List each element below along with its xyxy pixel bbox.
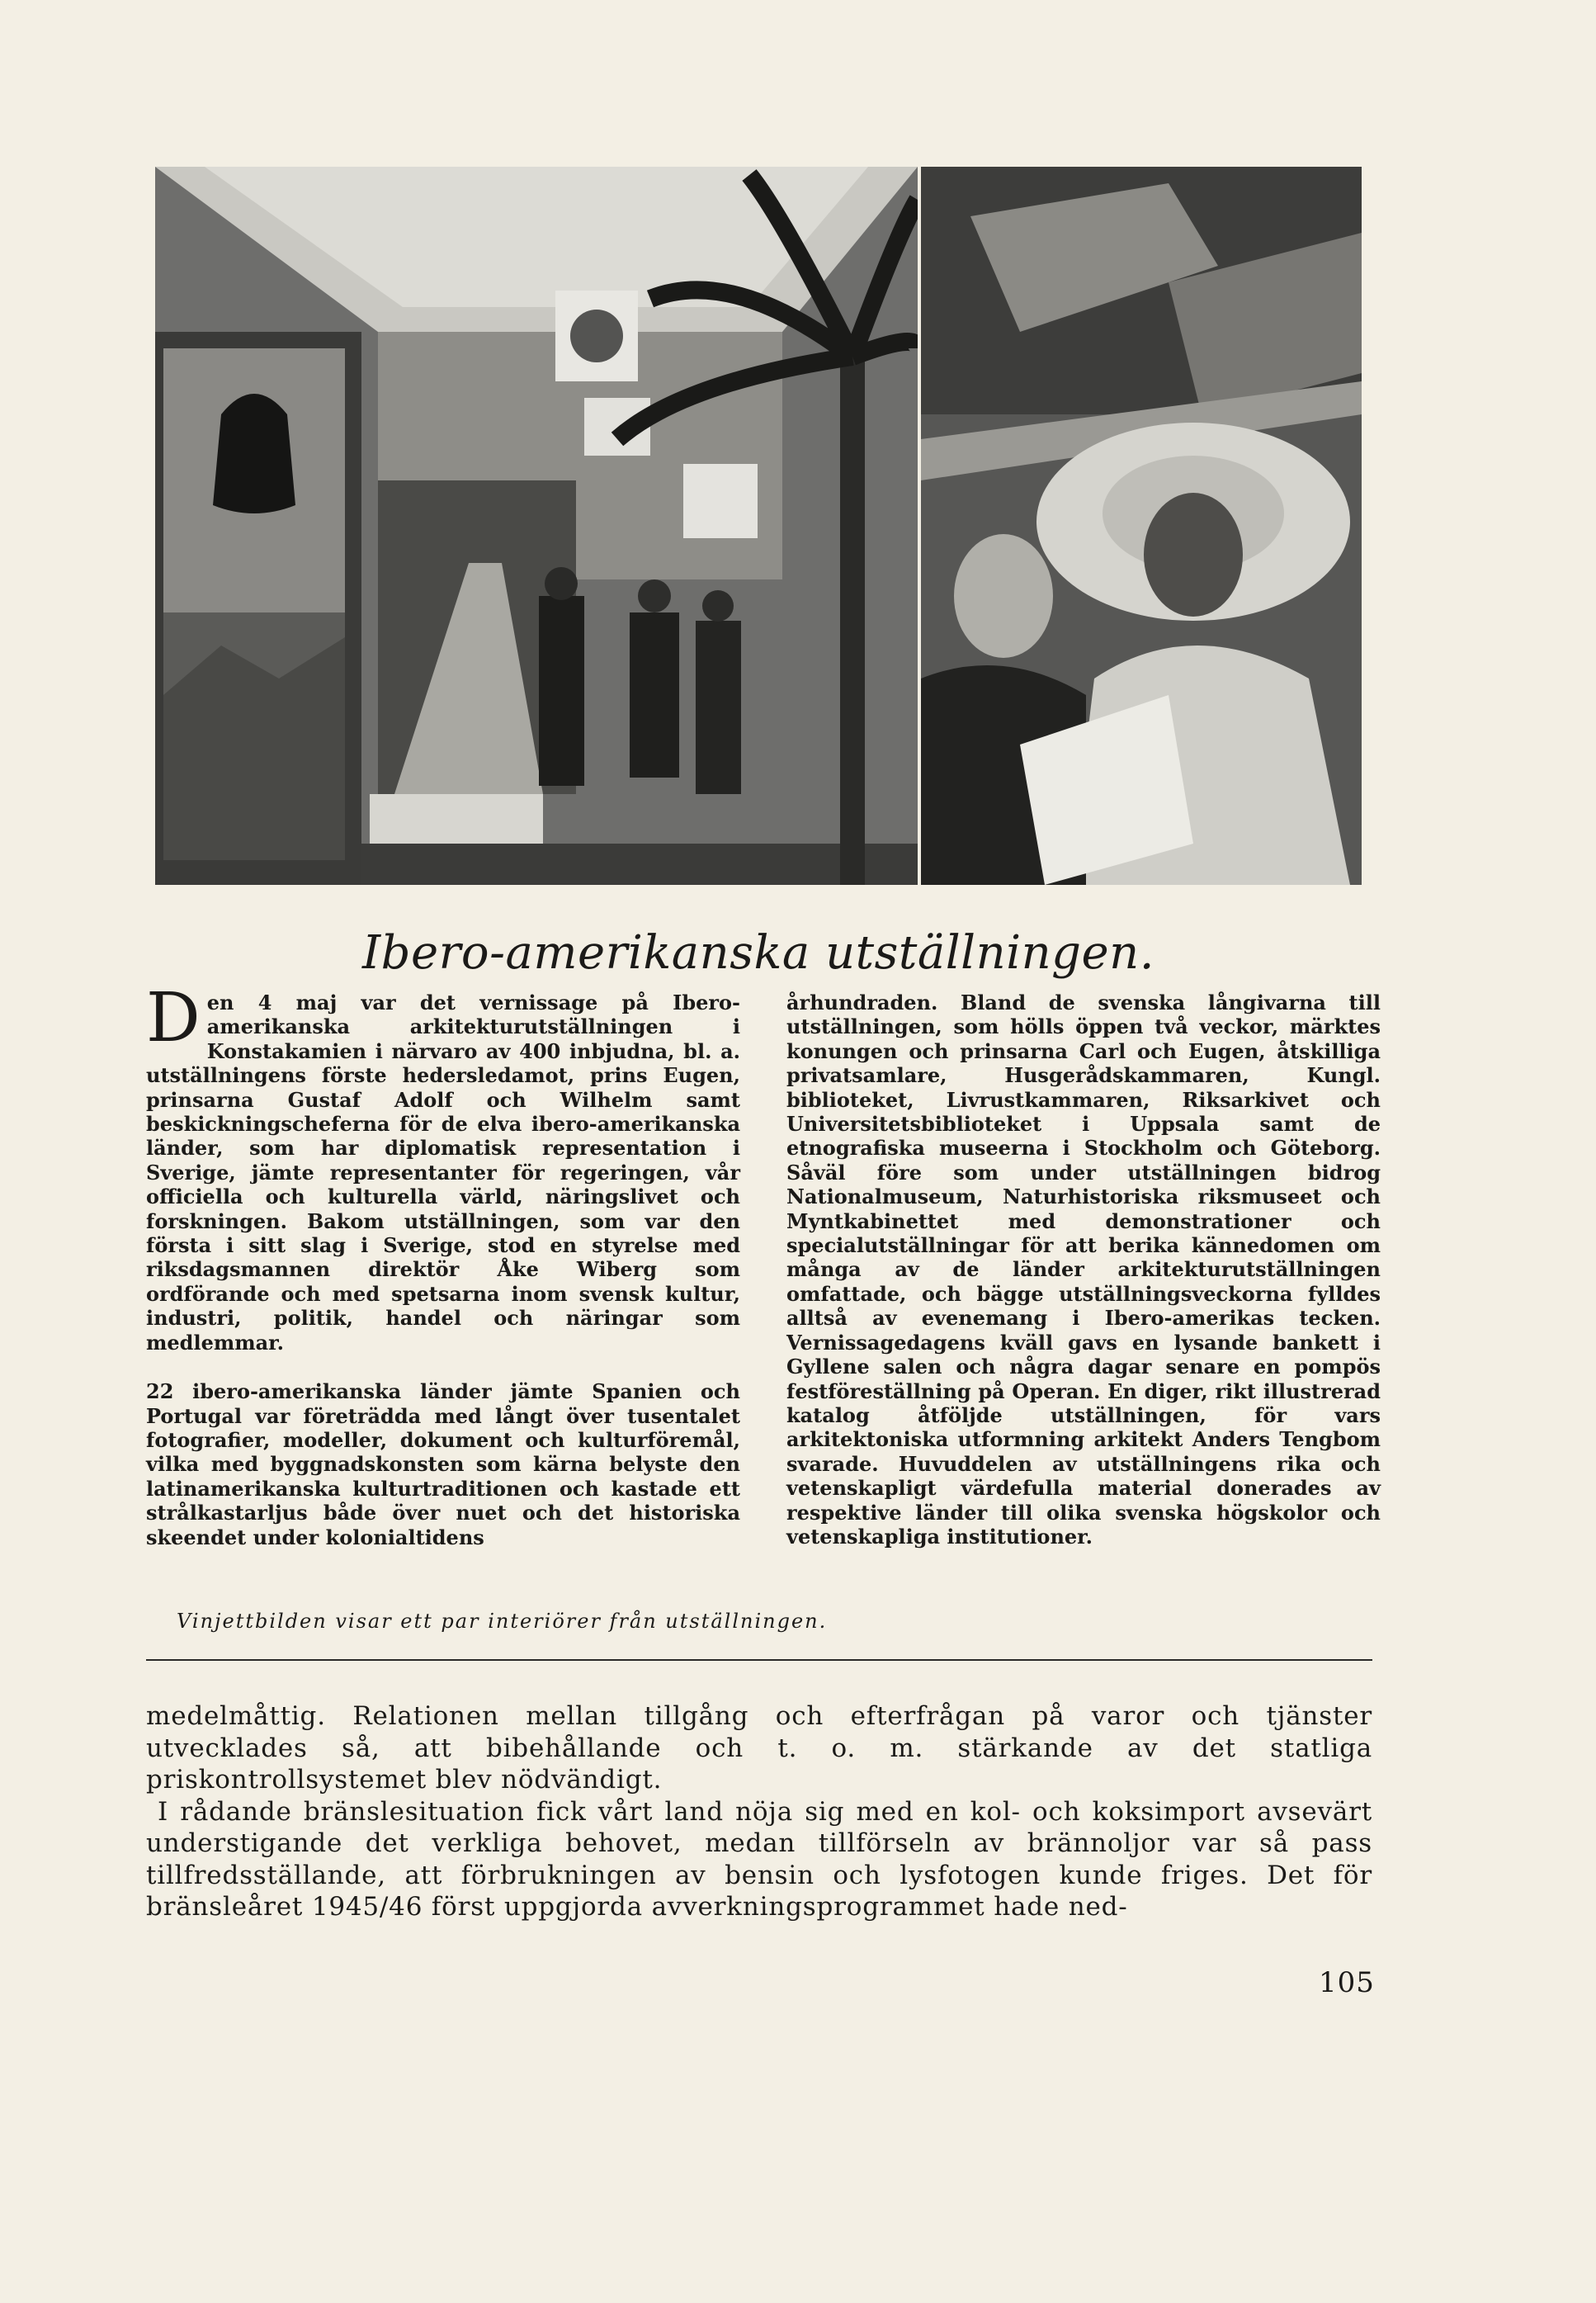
main-body-text	[146, 1700, 1372, 1923]
body-paragraph-2: I rådande bränslesituation fick vårt land nöja sig med en kol- och koksimport avsevärt understigande det verkliga behovet, medan tillförseln av brännoljor var så pass tillfredsställande, att förbrukningen av bensin och lysfotogen kunde friges. Det för bränsleåret 1945/46 först uppgjorda avverkningsprogrammet hade ned-	[146, 1796, 1372, 1922]
drop-cap: D	[146, 979, 201, 1057]
article-paragraph-3: århundraden. Bland de svenska långivarna till utställningen, som hölls öppen två veckor, märktes konungen och prinsarna Carl och Eugen, åtskilliga privatsamlare, Husgerådskammaren, Kungl. biblioteket, Livrustkammaren, Riksarkivet och Universitetsbiblioteket i Uppsala samt de etnografiska museerna i Stockholm och Göteborg. Såväl före som under utställningen bidrog Nationalmuseum, Naturhistoriska riksmuseet och Myntkabinettet med demonstrationer och specialutställningar för att berika kännedomen om många av de länder arkitekturutställningen omfattade, och bägge utställningsveckorna fylldes alltså av evenemang i Ibero-amerikas tecken. Vernissagedagens kväll gavs en lysande bankett i Gyllene salen och några dagar senare en pompös festföreställning på Operan. En diger, rikt illustrerad katalog åtföljde utställningen, för vars arkitektoniska utformning arkitekt Anders Tengbom svarade. Huvuddelen av utställningens rika och vetenskapligt värdefulla material donerades av respektive länder till olika svenska högskolor och vetenskapliga institutioner.	[786, 991, 1381, 1549]
article-column-right	[786, 991, 1381, 1549]
page-number: 105	[1319, 1966, 1375, 1999]
article-paragraph-1	[146, 979, 740, 1355]
visitors-illustration	[921, 167, 1362, 885]
exhibition-hall-photo	[155, 167, 918, 885]
article-column-left	[146, 979, 740, 1549]
photo-caption: Vinjettbilden visar ett par interiörer från utställningen.	[177, 1610, 828, 1633]
article-paragraph-2: 22 ibero-amerikanska länder jämte Spanien och Portugal var företrädda med långt över tusentalet fotografier, modeller, dokument och kulturföremål, vilka med byggnadskonsten som kärna belyste den latinamerikanska kulturtraditionen och kastade ett strålkastarljus både över nuet och det historiska skeendet under kolonialtidens	[146, 1379, 740, 1549]
paragraph-1-text: en 4 maj var det vernissage på Ibero-amerikanska arkitekturutställningen i Konstakamien i närvaro av 400 inbjudna, bl. a. utställningens förste hedersledamot, prins Eugen, prinsarna Gustaf Adolf och Wilhelm samt beskickningscheferna för de elva ibero-amerikanska länder, som har diplomatisk representation i Sverige, jämte representanter för regeringen, vår officiella och kulturella värld, näringslivet och forskningen. Bakom utställningen, som var den första i sitt slag i Sverige, stod en styrelse med riksdagsmannen direktör Åke Wiberg som ordförande och med spetsarna inom svensk kultur, industri, politik, handel och näringar som medlemmar.	[146, 991, 740, 1355]
visitors-photo	[921, 167, 1362, 885]
exhibition-hall-illustration	[155, 167, 918, 885]
article-title: Ibero-amerikanska utställningen.	[362, 926, 1155, 980]
section-divider	[146, 1659, 1372, 1661]
body-paragraph-1: medelmåttig. Relationen mellan tillgång och efterfrågan på varor och tjänster utvecklades så, att bibehållande och t. o. m. stärkande av det statliga priskontrollsystemet blev nödvändigt.	[146, 1701, 1372, 1795]
